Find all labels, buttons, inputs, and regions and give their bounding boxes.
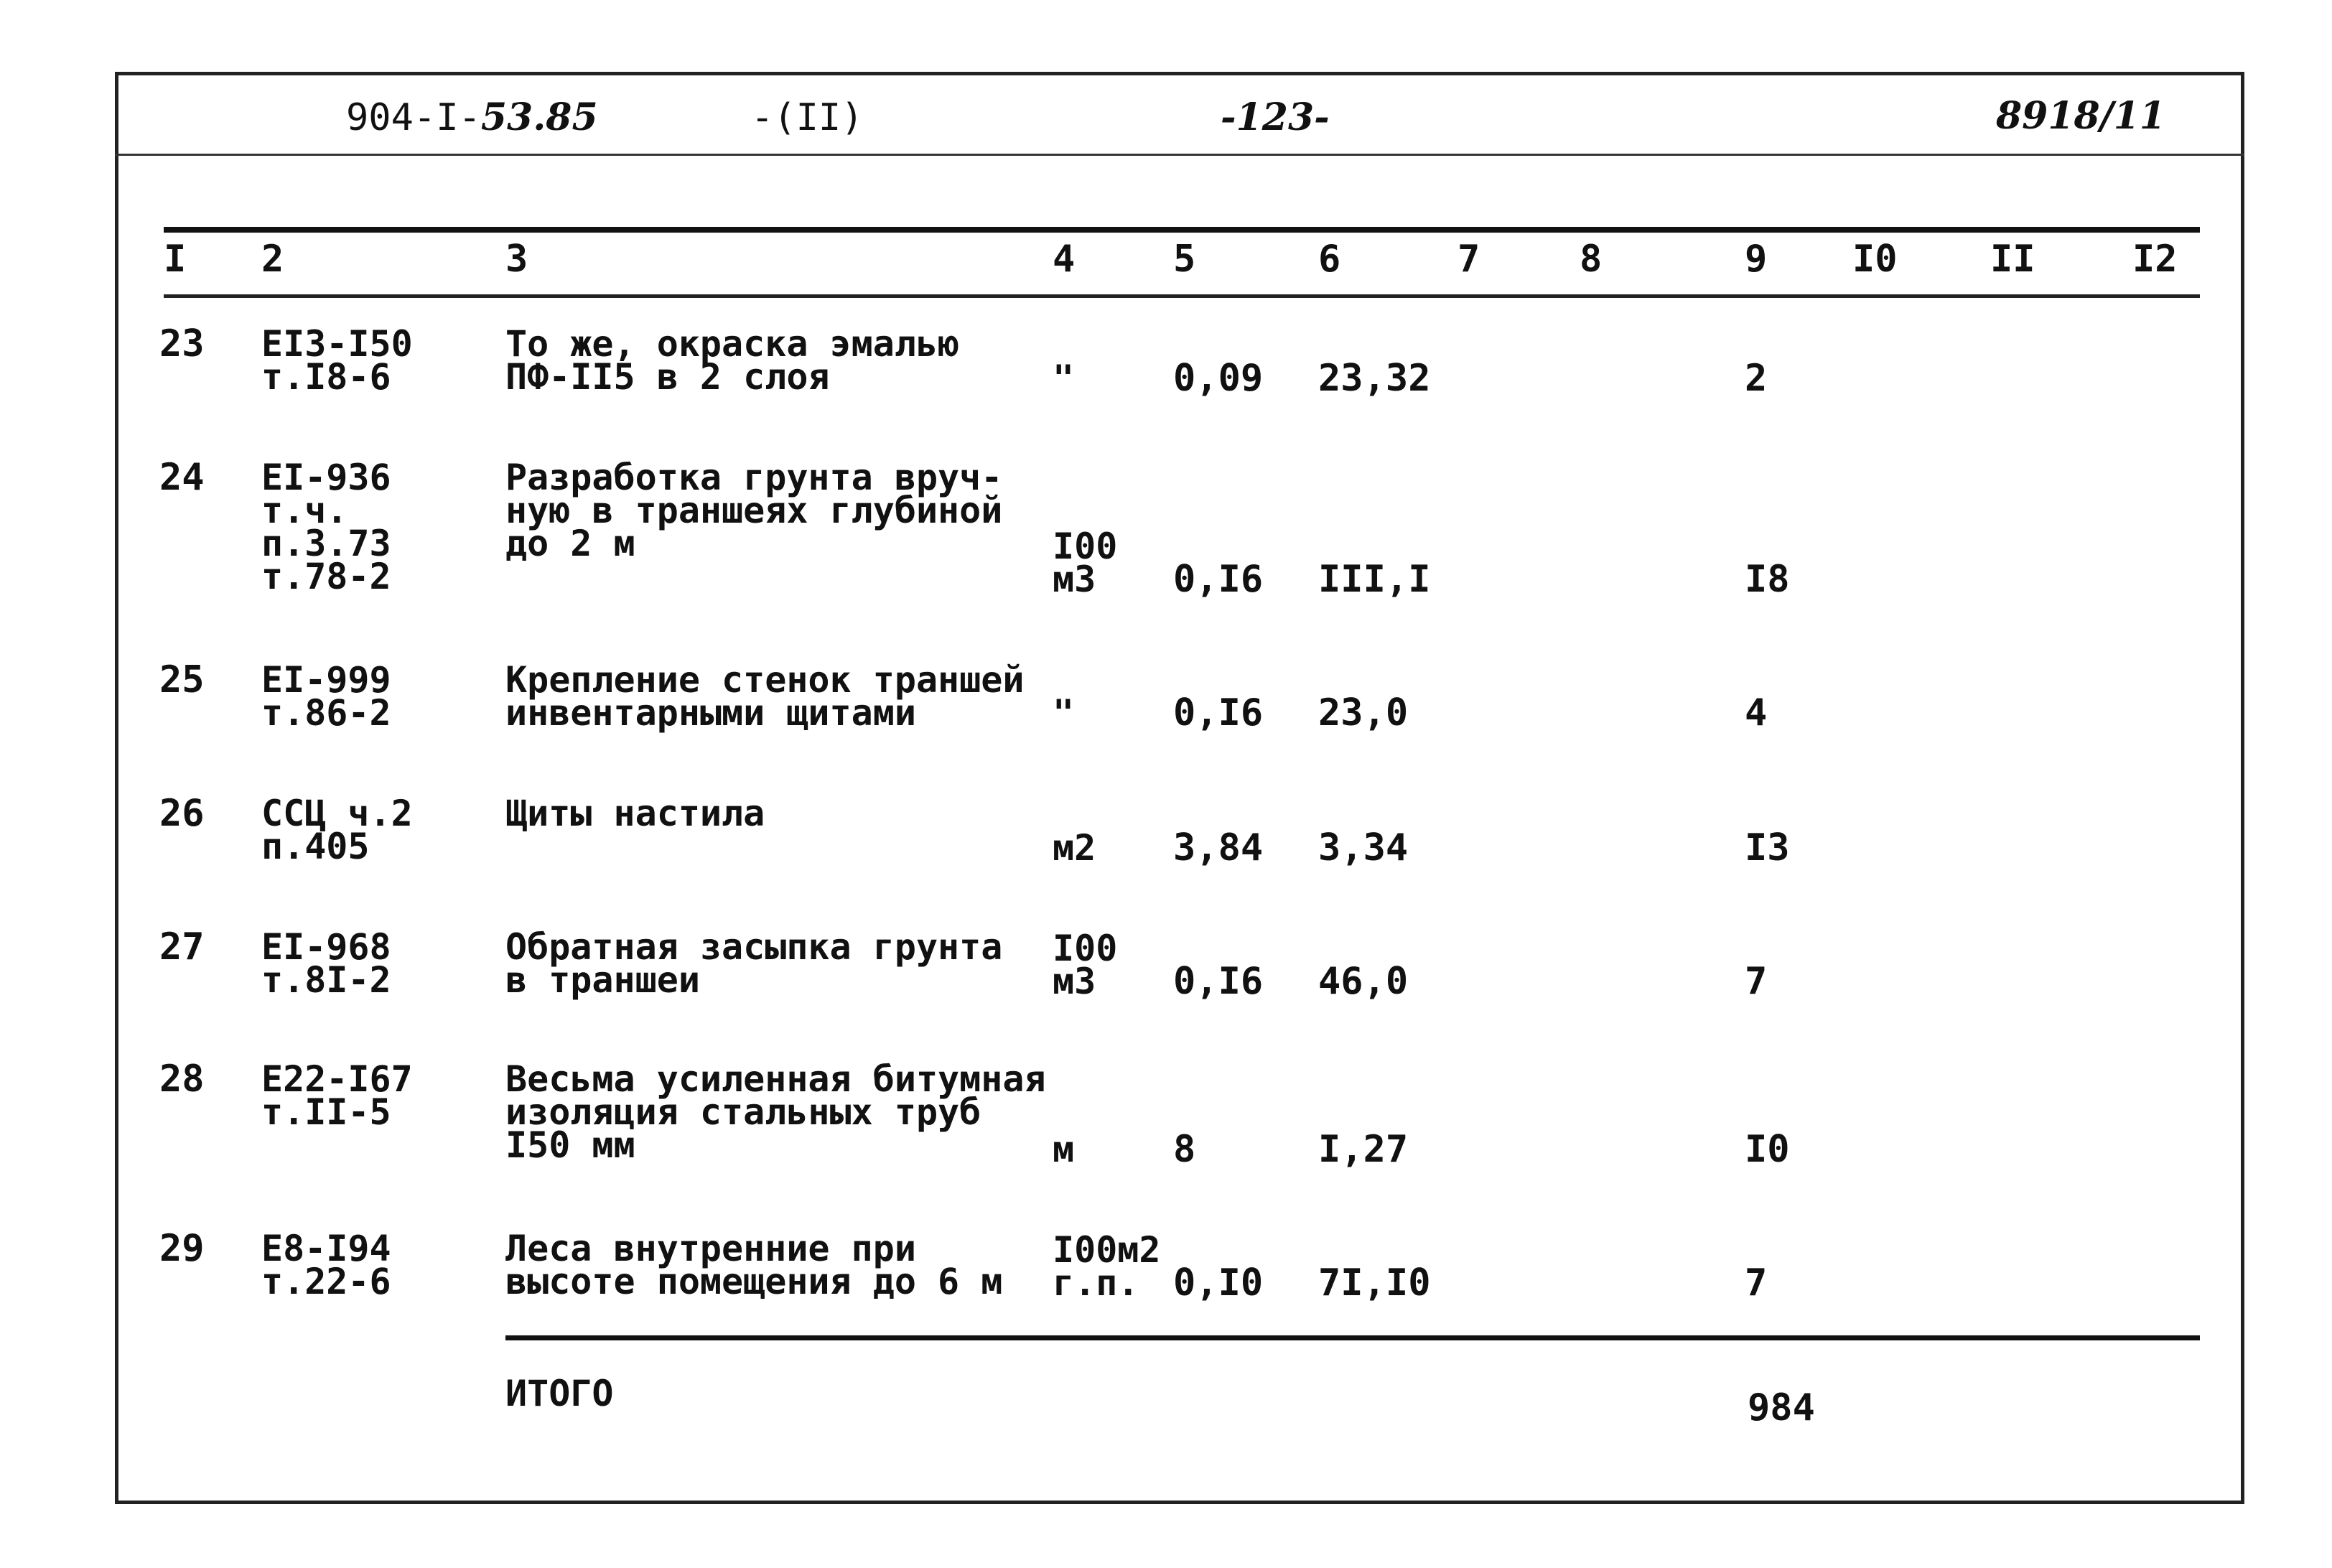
row-number: 24 (159, 456, 205, 499)
unit-of-measure: м2 (1053, 827, 1096, 869)
work-description: изоляция стальных труб (505, 1091, 981, 1133)
work-description: Обратная засыпка грунта (505, 926, 1003, 968)
norm-code: т.86-2 (261, 692, 391, 734)
row-number: 29 (159, 1227, 205, 1270)
total-rule (505, 1335, 2200, 1340)
page-number: -123- (1221, 95, 1330, 139)
unit-price: 23,0 (1318, 691, 1409, 734)
work-description: высоте помещения до 6 м (505, 1261, 1003, 1302)
document-code-handwritten: 53.85 (480, 95, 598, 139)
unit-of-measure: г.п. (1053, 1262, 1139, 1304)
unit-of-measure: " (1053, 358, 1075, 399)
total-label: ИТОГО (505, 1373, 614, 1414)
column-header: II (1990, 238, 2035, 281)
norm-code: EI-999 (261, 659, 391, 701)
work-description: То же, окраска эмалью (505, 323, 960, 365)
column-header: I2 (2132, 238, 2178, 281)
unit-price: III,I (1318, 558, 1431, 601)
work-description: Крепление стенок траншей (505, 659, 1025, 701)
cost-total: I8 (1745, 558, 1790, 601)
unit-of-measure: м (1053, 1129, 1075, 1170)
cost-total: 2 (1745, 357, 1768, 400)
column-header: I0 (1852, 238, 1898, 281)
document-code (346, 95, 598, 139)
work-description: Щиты настила (505, 793, 765, 834)
column-header: 9 (1745, 238, 1768, 281)
work-description: ную в траншеях глубиной (505, 490, 1003, 531)
work-description: инвентарными щитами (505, 692, 916, 734)
quantity: 0,I0 (1173, 1261, 1264, 1305)
unit-of-measure: " (1053, 692, 1075, 734)
row-number: 26 (159, 792, 205, 835)
norm-code: E8-I94 (261, 1228, 391, 1269)
unit-price: I,27 (1318, 1128, 1409, 1171)
cost-total: 7 (1745, 960, 1768, 1003)
norm-code: т.8I-2 (261, 959, 391, 1001)
unit-of-measure: м3 (1053, 559, 1096, 600)
norm-code: EI3-I50 (261, 323, 413, 365)
quantity: 0,I6 (1173, 558, 1264, 601)
document-part: -(II) (751, 96, 864, 139)
cost-total: I3 (1745, 826, 1790, 869)
header-divider (115, 154, 2244, 156)
column-header: 5 (1173, 238, 1196, 281)
quantity: 0,09 (1173, 357, 1264, 400)
work-description: I50 мм (505, 1124, 635, 1166)
quantity: 8 (1173, 1128, 1196, 1171)
column-header: I (164, 238, 187, 281)
row-number: 23 (159, 322, 205, 365)
norm-code: ССЦ ч.2 (261, 793, 413, 834)
norm-code: т.ч. (261, 490, 348, 531)
norm-code: т.78-2 (261, 556, 391, 597)
column-header: 8 (1580, 238, 1603, 281)
norm-code: EI-968 (261, 926, 391, 968)
work-description: Леса внутренние при (505, 1228, 916, 1269)
column-header: 3 (505, 238, 528, 281)
cost-total: I0 (1745, 1128, 1790, 1171)
table-header-bottom-rule (164, 294, 2200, 298)
unit-price: 23,32 (1318, 357, 1431, 400)
quantity: 0,I6 (1173, 691, 1264, 734)
row-number: 27 (159, 925, 205, 969)
document-code-prefix: 904-I- (346, 96, 481, 139)
quantity: 0,I6 (1173, 960, 1264, 1003)
norm-code: п.3.73 (261, 523, 391, 564)
table-top-rule (164, 227, 2200, 233)
unit-of-measure: I00 (1053, 928, 1118, 969)
work-description: Разработка грунта вруч- (505, 457, 1003, 498)
unit-price: 46,0 (1318, 960, 1409, 1003)
norm-code: т.I8-6 (261, 356, 391, 398)
unit-price: 7I,I0 (1318, 1261, 1431, 1305)
row-number: 25 (159, 658, 205, 701)
cost-total: 7 (1745, 1261, 1768, 1305)
column-header: 4 (1053, 238, 1076, 281)
column-header: 7 (1458, 238, 1480, 281)
work-description: ПФ-II5 в 2 слоя (505, 356, 830, 398)
norm-code: EI-936 (261, 457, 391, 498)
sheet-reference: 8918/11 (1996, 94, 2166, 138)
cost-total: 4 (1745, 691, 1768, 734)
work-description: до 2 м (505, 523, 635, 564)
work-description: Весьма усиленная битумная (505, 1058, 1046, 1100)
norm-code: п.405 (261, 826, 370, 867)
column-header: 6 (1318, 238, 1341, 281)
column-header: 2 (261, 238, 284, 281)
quantity: 3,84 (1173, 826, 1264, 869)
unit-of-measure: I00м2 (1053, 1229, 1161, 1271)
norm-code: т.II-5 (261, 1091, 391, 1133)
work-description: в траншеи (505, 959, 700, 1001)
total-value: 984 (1748, 1386, 1815, 1429)
row-number: 28 (159, 1058, 205, 1101)
unit-of-measure: м3 (1053, 961, 1096, 1002)
unit-of-measure: I00 (1053, 526, 1118, 567)
unit-price: 3,34 (1318, 826, 1409, 869)
norm-code: E22-I67 (261, 1058, 413, 1100)
norm-code: т.22-6 (261, 1261, 391, 1302)
